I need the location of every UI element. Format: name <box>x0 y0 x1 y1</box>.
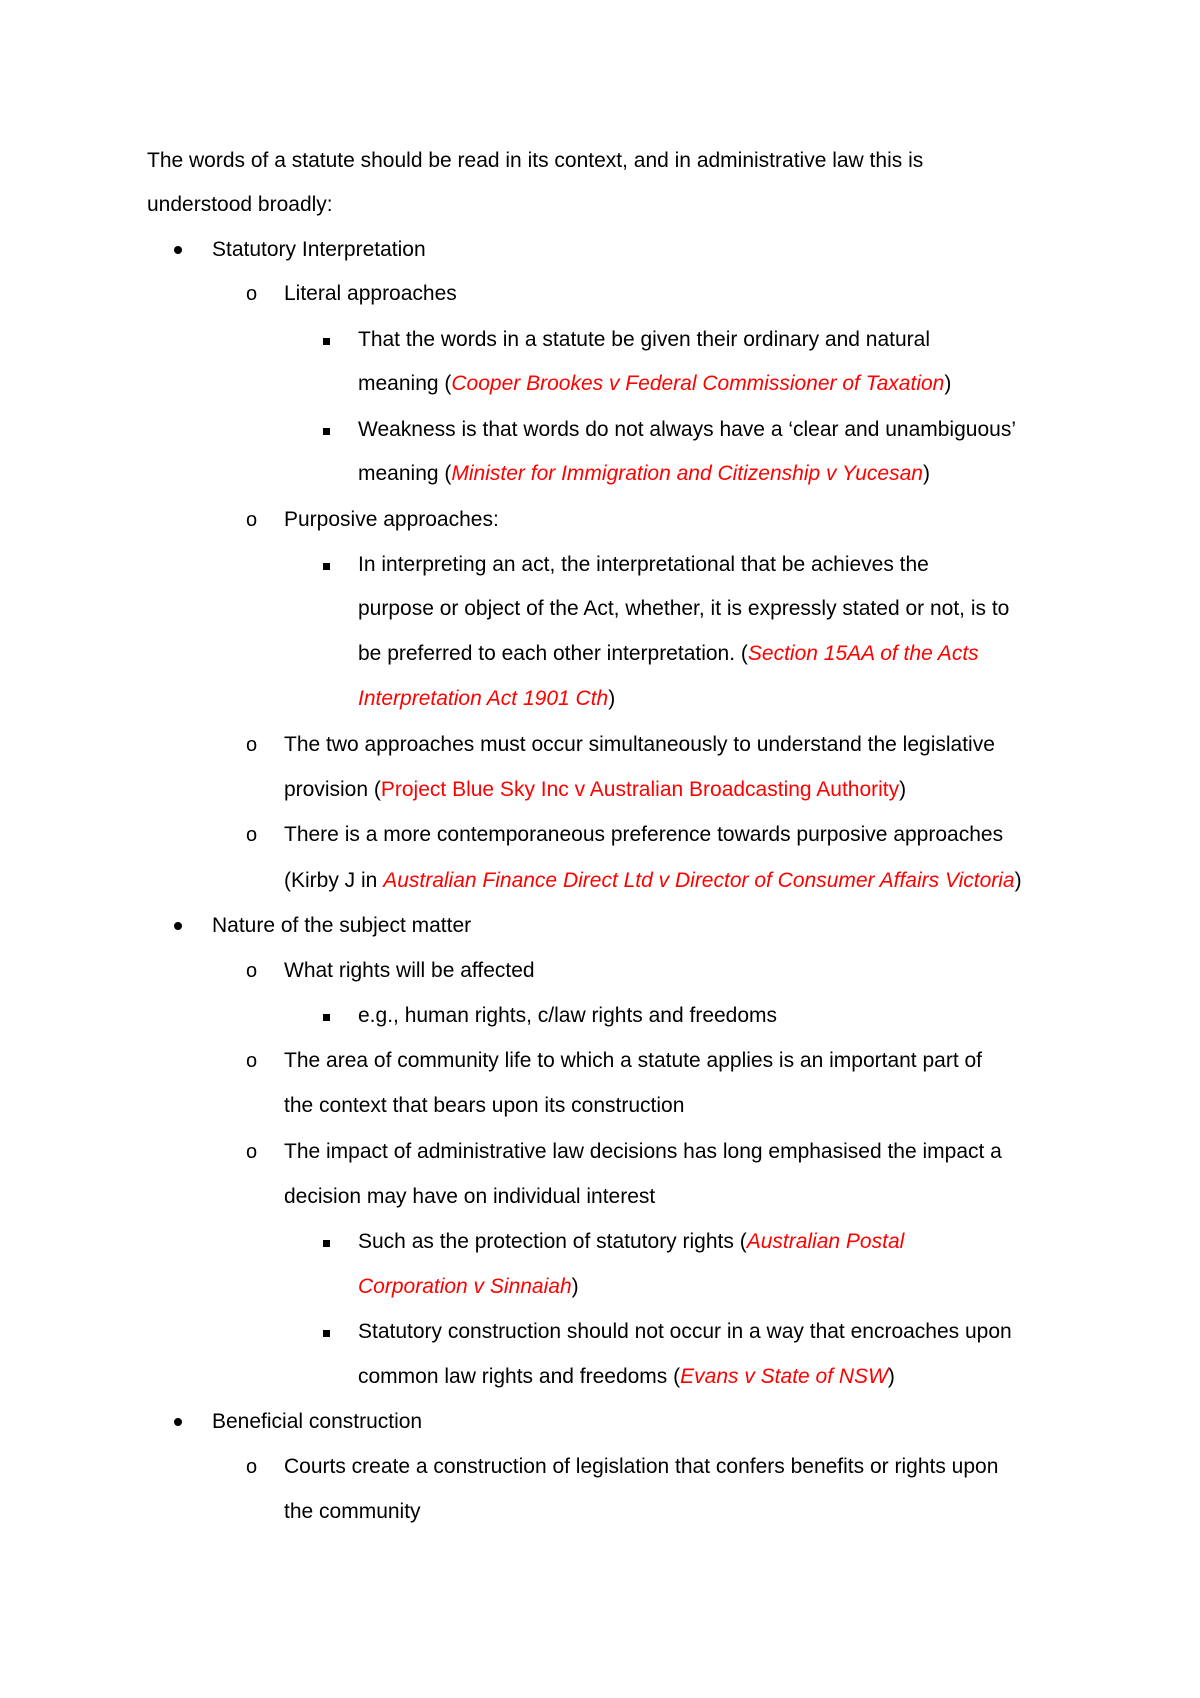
section-beneficial-construction: Beneficial construction <box>212 1410 423 1433</box>
case-citation: Evans v State of NSW <box>680 1365 888 1388</box>
circle-bullet-icon: o <box>246 1050 258 1072</box>
circle-bullet-icon: o <box>246 960 258 982</box>
disc-bullet-icon <box>174 246 182 254</box>
literal-point-2-line-1: Weakness is that words do not always have a ‘clear and unambiguous’ <box>358 418 1016 441</box>
impact-point-2-line-1: Statutory construction should not occur in a way that encroaches upon <box>358 1320 1012 1343</box>
item-purposive-approaches: Purposive approaches: <box>284 508 499 531</box>
case-citation: Australian Finance Direct Ltd v Director of Consumer Affairs Victoria <box>383 869 1015 892</box>
item-literal-approaches: Literal approaches <box>284 282 457 305</box>
community-life-line-1: The area of community life to which a statute applies is an important part of <box>284 1049 983 1072</box>
two-approaches-line-2: provision (Project Blue Sky Inc v Australian Broadcasting Authority) <box>284 778 907 801</box>
literal-point-1-line-2: meaning (Cooper Brookes v Federal Commissioner of Taxation) <box>358 372 952 395</box>
statute-citation: Section 15AA of the Acts <box>747 642 979 665</box>
courts-line-2: the community <box>284 1500 421 1523</box>
circle-bullet-icon: o <box>246 283 258 305</box>
literal-point-1-line-1: That the words in a statute be given their ordinary and natural <box>358 328 931 351</box>
intro-line-2: understood broadly: <box>147 193 333 216</box>
purposive-point-line-3: be preferred to each other interpretation. (Section 15AA of the Acts <box>358 642 979 665</box>
case-citation: Corporation v Sinnaiah <box>358 1275 572 1298</box>
square-bullet-icon <box>323 428 330 435</box>
impact-point-2-line-2: common law rights and freedoms (Evans v State of NSW) <box>358 1365 895 1388</box>
section-statutory-interpretation: Statutory Interpretation <box>212 238 426 261</box>
community-life-line-2: the context that bears upon its construction <box>284 1094 685 1117</box>
disc-bullet-icon <box>174 1418 182 1426</box>
purposive-point-line-4: Interpretation Act 1901 Cth) <box>358 687 616 710</box>
disc-bullet-icon <box>174 922 182 930</box>
courts-line-1: Courts create a construction of legislation that confers benefits or rights upon <box>284 1455 999 1478</box>
case-citation: Minister for Immigration and Citizenship v Yucesan <box>451 462 923 485</box>
contemporaneous-line-1: There is a more contemporaneous preference towards purposive approaches <box>284 823 1004 846</box>
circle-bullet-icon: o <box>246 1456 258 1478</box>
case-citation: Project Blue Sky Inc v Australian Broadcasting Authority <box>380 778 900 801</box>
statute-citation: Interpretation Act 1901 Cth <box>358 687 609 710</box>
impact-line-2: decision may have on individual interest <box>284 1185 656 1208</box>
purposive-point-line-1: In interpreting an act, the interpretational that be achieves the <box>358 553 929 576</box>
square-bullet-icon <box>323 338 330 345</box>
square-bullet-icon <box>323 563 330 570</box>
two-approaches-line-1: The two approaches must occur simultaneously to understand the legislative <box>284 733 995 756</box>
purposive-point-line-2: purpose or object of the Act, whether, it is expressly stated or not, is to <box>358 597 1010 620</box>
impact-point-1-line-2: Corporation v Sinnaiah) <box>358 1275 579 1298</box>
section-nature-of-subject-matter: Nature of the subject matter <box>212 914 472 937</box>
square-bullet-icon <box>323 1014 330 1021</box>
rights-point-1: e.g., human rights, c/law rights and freedoms <box>358 1004 778 1027</box>
circle-bullet-icon: o <box>246 509 258 531</box>
contemporaneous-line-2: (Kirby J in Australian Finance Direct Ltd v Director of Consumer Affairs Victoria) <box>284 869 1022 892</box>
impact-line-1: The impact of administrative law decisions has long emphasised the impact a <box>284 1140 1002 1163</box>
circle-bullet-icon: o <box>246 824 258 846</box>
case-citation: Cooper Brookes v Federal Commissioner of Taxation <box>451 372 945 395</box>
square-bullet-icon <box>323 1240 330 1247</box>
square-bullet-icon <box>323 1330 330 1337</box>
intro-line-1: The words of a statute should be read in its context, and in administrative law this is <box>147 149 924 172</box>
literal-point-2-line-2: meaning (Minister for Immigration and Citizenship v Yucesan) <box>358 462 930 485</box>
item-rights-affected: What rights will be affected <box>284 959 535 982</box>
circle-bullet-icon: o <box>246 1141 258 1163</box>
impact-point-1-line-1: Such as the protection of statutory rights (Australian Postal <box>358 1230 905 1253</box>
case-citation: Australian Postal <box>746 1230 905 1253</box>
circle-bullet-icon: o <box>246 734 258 756</box>
